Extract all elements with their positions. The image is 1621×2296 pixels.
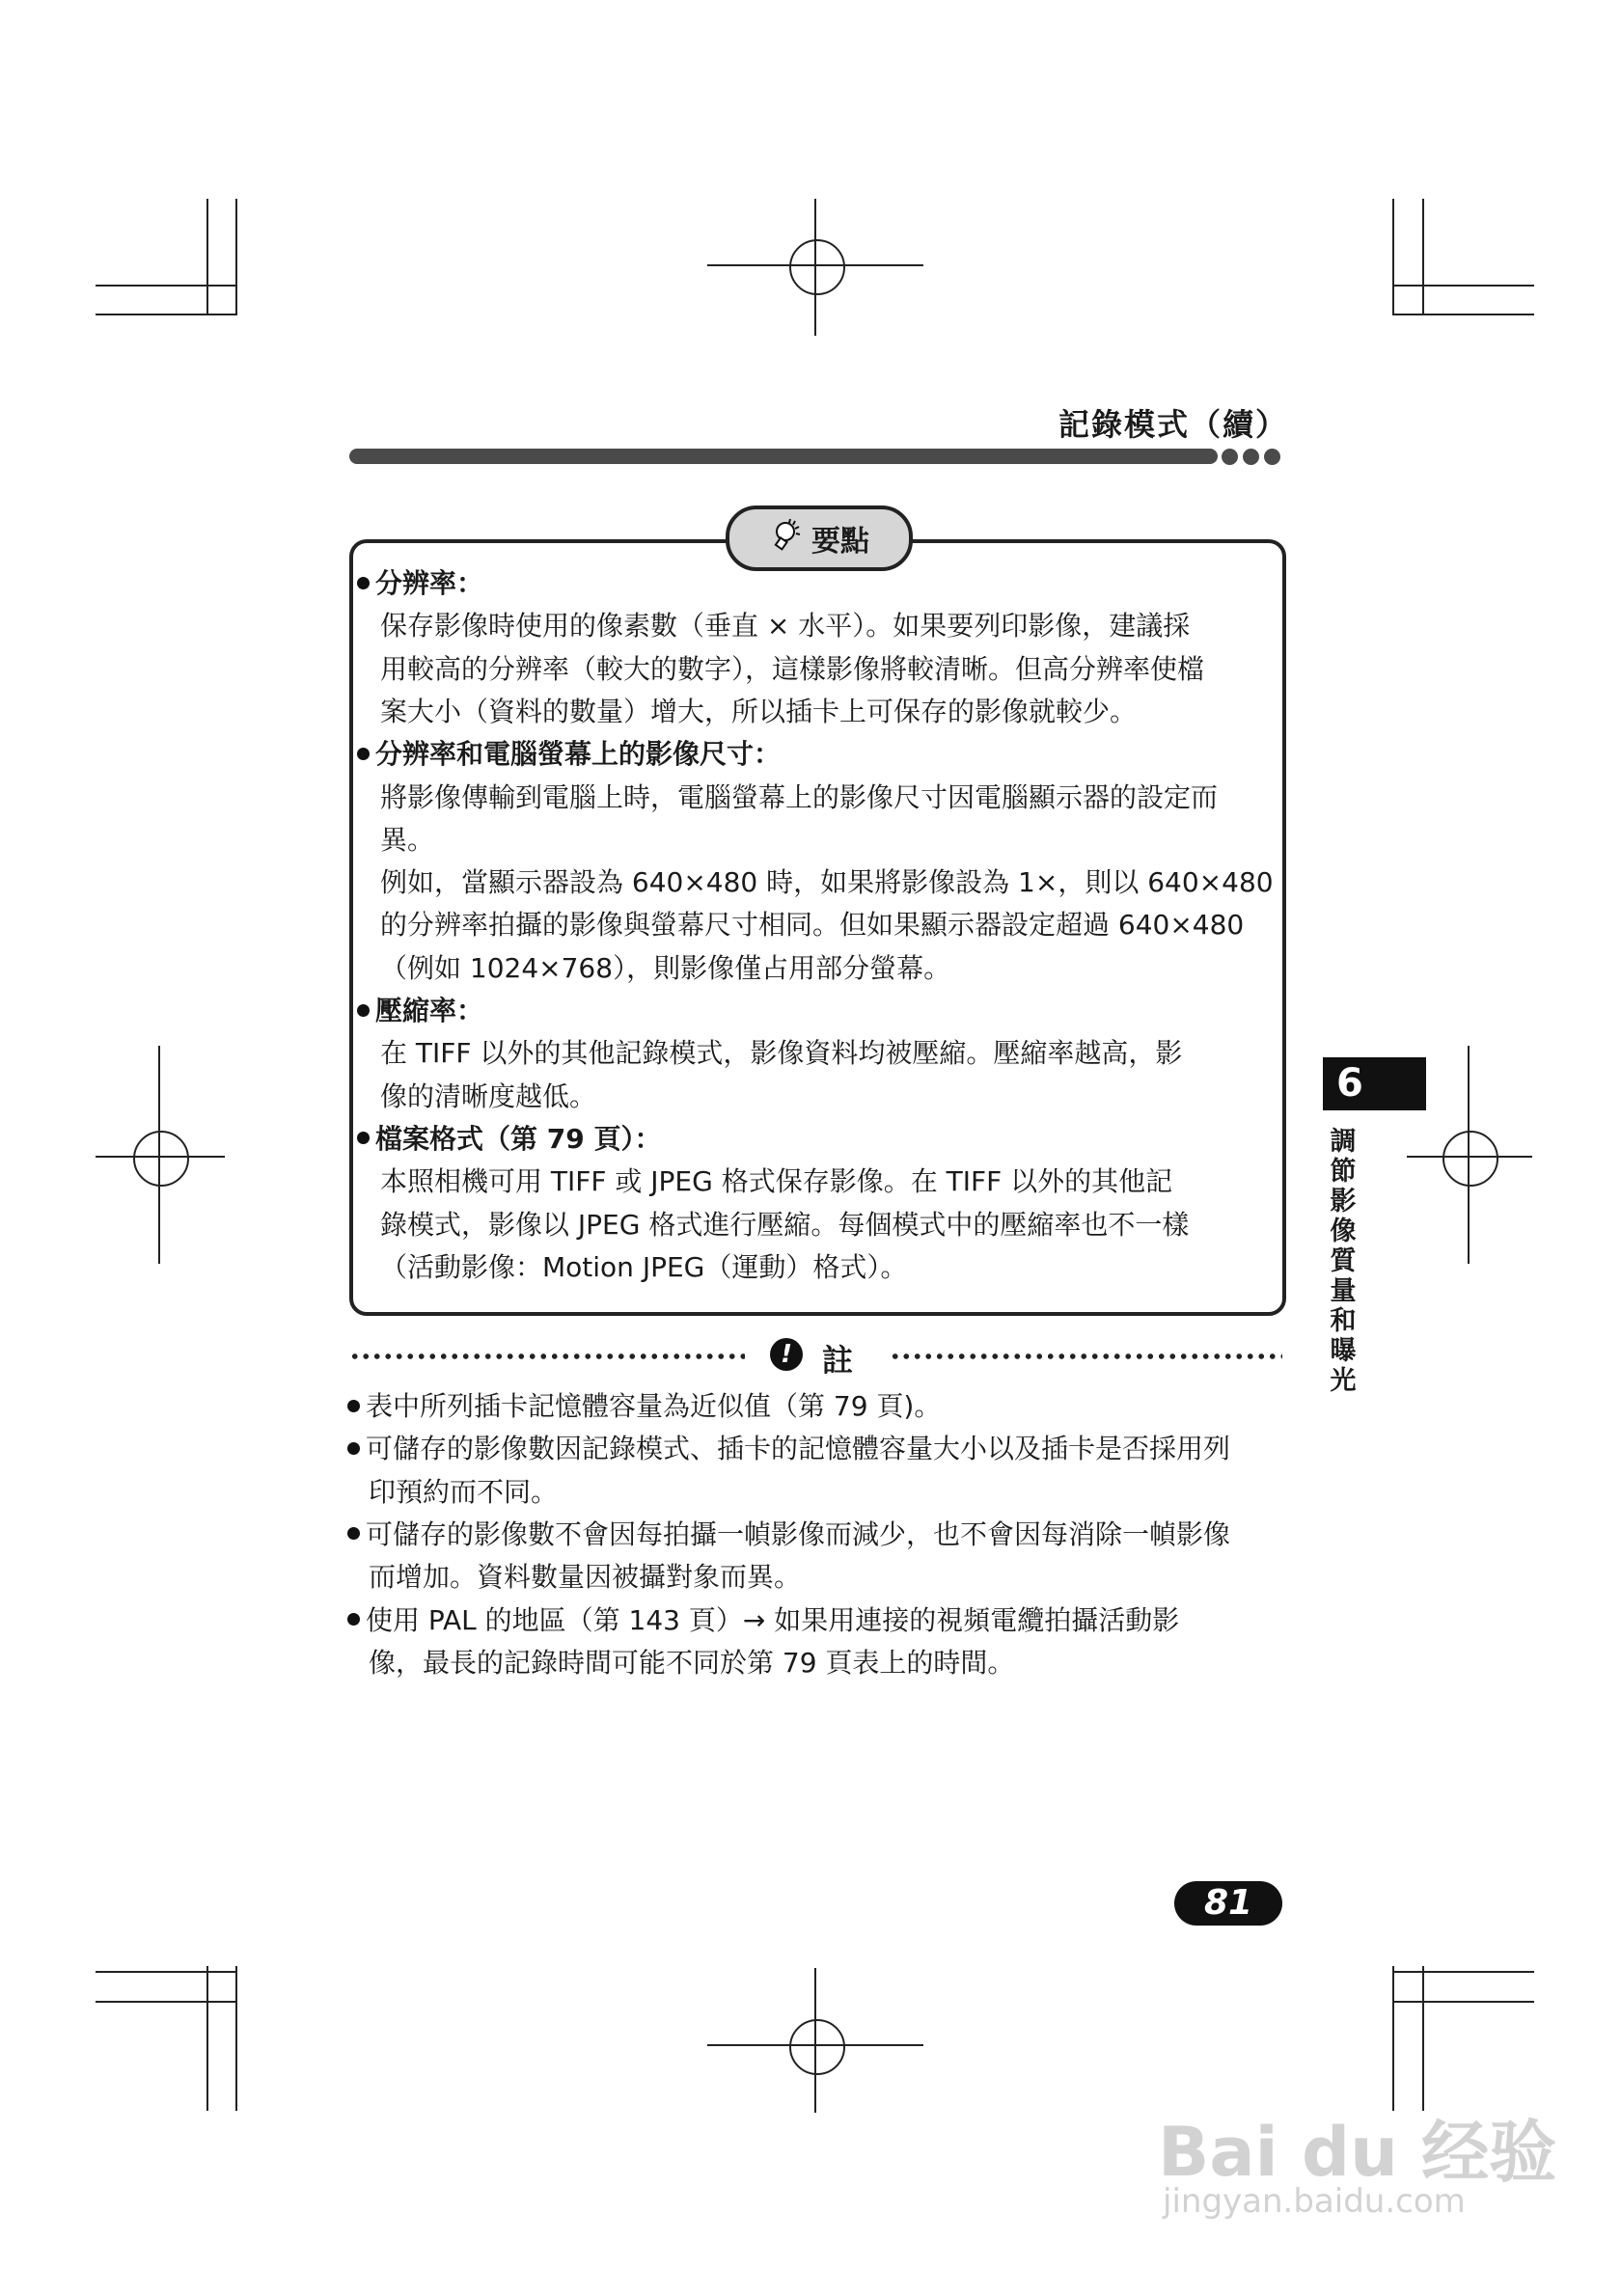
key-points-tag bbox=[726, 506, 913, 571]
section-line-text: 保存影像時使用的像素數（垂直 × 水平）。如果要列印影像，建議採 bbox=[380, 610, 1191, 642]
crop-mark-line bbox=[1407, 1156, 1532, 1158]
section-line-text: 的分辨率拍攝的影像與螢幕尺寸相同。但如果顯示器設定超過 640×480 bbox=[380, 909, 1245, 942]
notes-divider bbox=[349, 1336, 1282, 1379]
section-line-text: 錄模式，影像以 JPEG 格式進行壓縮。每個模式中的壓縮率也不一樣 bbox=[380, 1208, 1190, 1241]
crop-mark-line bbox=[1392, 314, 1534, 315]
section-line bbox=[380, 1204, 1189, 1246]
note-line bbox=[369, 1471, 558, 1514]
note-line-text: 而增加。資料數量因被攝對象而異。 bbox=[369, 1561, 802, 1594]
notes-title: 註 bbox=[822, 1342, 854, 1379]
note-line-text: 像，最長的記錄時間可能不同於第 79 頁表上的時間。 bbox=[369, 1646, 1015, 1679]
section-line-text: 像的清晰度越低。 bbox=[380, 1080, 597, 1112]
crop-mark-line bbox=[206, 199, 208, 314]
registration-mark-icon bbox=[1442, 1131, 1498, 1187]
section-line-text: 用較高的分辨率（較大的數字），這樣影像將較清晰。但高分辨率使檔 bbox=[380, 652, 1205, 685]
bullet-icon bbox=[357, 1004, 370, 1017]
crop-mark-line bbox=[96, 1971, 237, 1973]
section-line bbox=[380, 691, 1137, 733]
header-dot bbox=[1222, 449, 1238, 465]
crop-mark-line bbox=[96, 285, 237, 287]
crop-mark-line bbox=[1392, 1971, 1534, 1973]
bullet-icon bbox=[347, 1400, 360, 1412]
section-line-text: （例如 1024×768），則影像僅占用部分螢幕。 bbox=[380, 951, 951, 984]
section-line bbox=[380, 1032, 1182, 1075]
header-rule bbox=[349, 449, 1218, 464]
section-line-text: 將影像傳輸到電腦上時，電腦螢幕上的影像尺寸因電腦顯示器的設定而 bbox=[380, 780, 1219, 813]
section-line-text: 異。 bbox=[380, 823, 435, 856]
crop-mark-line bbox=[235, 199, 237, 314]
dotted-rule bbox=[349, 1353, 745, 1359]
note-line-text: 可儲存的影像數不會因每拍攝一幀影像而減少，也不會因每消除一幀影像 bbox=[366, 1517, 1231, 1550]
note-line bbox=[347, 1599, 1179, 1642]
crop-mark-line bbox=[1422, 1966, 1424, 2111]
header-dot bbox=[1243, 449, 1259, 465]
section-line bbox=[380, 1161, 1172, 1203]
crop-mark-line bbox=[814, 1968, 816, 2113]
crop-mark-line bbox=[1468, 1046, 1470, 1264]
crop-mark-line bbox=[96, 1156, 225, 1158]
section-line bbox=[380, 947, 950, 990]
crop-mark-line bbox=[1392, 199, 1394, 314]
section-line-text: 在 TIFF 以外的其他記錄模式，影像資料均被壓縮。壓縮率越高，影 bbox=[380, 1037, 1183, 1070]
crop-mark-line bbox=[96, 314, 237, 315]
note-line bbox=[369, 1556, 801, 1599]
dotted-rule bbox=[890, 1353, 1282, 1359]
crop-mark-line bbox=[814, 199, 816, 336]
note-line bbox=[347, 1514, 1230, 1556]
note-line-text: 印預約而不同。 bbox=[369, 1475, 559, 1508]
bullet-icon bbox=[357, 748, 370, 760]
bullet-icon bbox=[357, 1132, 370, 1144]
section-line bbox=[380, 777, 1218, 819]
section-line bbox=[380, 861, 1274, 904]
page-number: 81 bbox=[1174, 1881, 1282, 1926]
section-heading-text: 分辨率和電腦螢幕上的影像尺寸： bbox=[375, 738, 782, 771]
section-line bbox=[380, 819, 434, 861]
note-line-text: 使用 PAL 的地區（第 143 頁）→ 如果用連接的視頻電纜拍攝活動影 bbox=[366, 1603, 1180, 1636]
note-line bbox=[347, 1428, 1230, 1470]
section-line bbox=[380, 1076, 596, 1118]
section-line bbox=[380, 605, 1190, 647]
crop-mark-line bbox=[158, 1046, 160, 1264]
section-heading bbox=[357, 990, 483, 1032]
bullet-icon bbox=[347, 1442, 360, 1455]
note-line-text: 表中所列插卡記憶體容量為近似值（第 79 頁)。 bbox=[366, 1390, 942, 1422]
crop-mark-line bbox=[96, 2001, 237, 2003]
section-heading bbox=[357, 1118, 661, 1161]
registration-mark-icon bbox=[789, 2019, 845, 2075]
crop-mark-line bbox=[206, 1966, 208, 2111]
bullet-icon bbox=[347, 1613, 360, 1626]
note-line bbox=[347, 1385, 941, 1428]
key-points-label: 要點 bbox=[811, 525, 869, 559]
note-line bbox=[369, 1642, 1014, 1684]
section-heading-text: 分辨率： bbox=[375, 567, 484, 599]
watermark-brand: Bai du 经验 bbox=[1158, 2113, 1557, 2192]
crop-mark-line bbox=[1392, 2001, 1534, 2003]
section-heading-text: 檔案格式（第 79 頁）： bbox=[375, 1122, 662, 1155]
note-line-text: 可儲存的影像數因記錄模式、插卡的記憶體容量大小以及插卡是否採用列 bbox=[366, 1433, 1231, 1465]
watermark-url: jingyan.baidu.com bbox=[1163, 2182, 1466, 2221]
bullet-icon bbox=[347, 1527, 360, 1540]
section-line-text: 例如，當顯示器設為 640×480 時，如果將影像設為 1×，則以 640×480 bbox=[380, 866, 1274, 899]
section-line-text: 本照相機可用 TIFF 或 JPEG 格式保存影像。在 TIFF 以外的其他記 bbox=[380, 1165, 1173, 1198]
section-line-text: （活動影像：Motion JPEG（運動）格式）。 bbox=[380, 1250, 908, 1283]
bullet-icon bbox=[357, 577, 370, 589]
header-dot bbox=[1264, 449, 1280, 465]
page-header-title: 記錄模式（續） bbox=[1058, 406, 1288, 443]
lightbulb-icon bbox=[769, 517, 804, 560]
section-heading bbox=[357, 733, 781, 776]
section-line bbox=[380, 648, 1204, 691]
crop-mark-line bbox=[235, 1966, 237, 2111]
registration-mark-icon bbox=[789, 239, 845, 295]
exclamation-icon: ! bbox=[770, 1338, 803, 1371]
crop-mark-line bbox=[1392, 285, 1534, 287]
crop-mark-line bbox=[1392, 1966, 1394, 2111]
section-line bbox=[380, 904, 1244, 946]
section-heading-text: 壓縮率： bbox=[375, 995, 484, 1026]
section-line-text: 案大小（資料的數量）增大，所以插卡上可保存的影像就較少。 bbox=[380, 695, 1138, 727]
section-heading bbox=[357, 562, 483, 605]
crop-mark-line bbox=[1422, 199, 1424, 314]
section-line bbox=[380, 1246, 907, 1289]
chapter-tab-title: 調節影像質量和曝光 bbox=[1330, 1127, 1357, 1396]
registration-mark-icon bbox=[133, 1131, 189, 1187]
chapter-tab-number: 6 bbox=[1323, 1057, 1426, 1110]
